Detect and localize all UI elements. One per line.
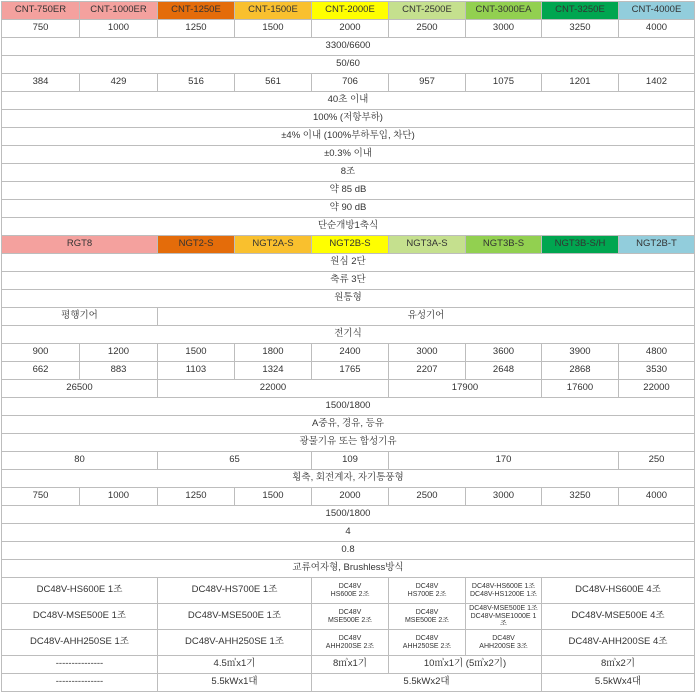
cell-line: DC48V-MSE500E 1조 <box>469 605 538 613</box>
table-cell: 50/60 <box>2 56 695 74</box>
model-header-cell: CNT-2000E <box>312 2 389 20</box>
table-cell: 평행기어 <box>2 308 158 326</box>
table-cell: 1250 <box>158 20 235 38</box>
generator-capacity-row <box>2 488 695 506</box>
engine-header-cell: NGT3B-S/H <box>542 236 619 254</box>
table-cell: 80 <box>2 452 158 470</box>
table-cell: 22000 <box>619 380 695 398</box>
table-cell <box>389 604 466 630</box>
table-cell: 광물기유 또는 합성기유 <box>2 434 695 452</box>
table-cell: 8조 <box>2 164 695 182</box>
table-cell: DC48V-MSE500E 1조 <box>158 604 312 630</box>
cell-line: AHH200SE 2조 <box>325 642 375 650</box>
table-cell: 706 <box>312 74 389 92</box>
table-cell <box>312 630 389 656</box>
table-cell: 384 <box>2 74 80 92</box>
table-cell: 1000 <box>80 488 158 506</box>
engine-header-cell: NGT2-S <box>158 236 235 254</box>
current-row <box>2 74 695 92</box>
table-cell: 22000 <box>158 380 389 398</box>
generator-type-row <box>2 470 695 488</box>
table-cell: 1200 <box>80 344 158 362</box>
cell-line: AHH250SE 2조 <box>402 642 452 650</box>
engine-header-cell: NGT2B-S <box>312 236 389 254</box>
table-cell <box>312 578 389 604</box>
table-cell: 전기식 <box>2 326 695 344</box>
table-cell: 1402 <box>619 74 695 92</box>
table-cell: 2400 <box>312 344 389 362</box>
table-cell: 2868 <box>542 362 619 380</box>
table-cell: 1500 <box>158 344 235 362</box>
cell-line: DC48V <box>492 635 515 643</box>
table-cell <box>466 578 542 604</box>
cell-line: DC48V <box>415 635 439 643</box>
table-cell: 4 <box>2 524 695 542</box>
battery-hs-row <box>2 578 695 604</box>
table-cell: 1250 <box>158 488 235 506</box>
model-header-cell: CNT-3250E <box>542 2 619 20</box>
model-header-cell: CNT-2500E <box>389 2 466 20</box>
capacity-row <box>2 20 695 38</box>
table-cell: 2500 <box>389 20 466 38</box>
load-row <box>2 110 695 128</box>
turbine-row <box>2 272 695 290</box>
noise-row-2 <box>2 200 695 218</box>
engine-header-cell: RGT8 <box>2 236 158 254</box>
table-cell: 26500 <box>2 380 158 398</box>
cell-line: HS700E 2조 <box>407 590 447 598</box>
table-cell: 750 <box>2 488 80 506</box>
table-cell: 원통형 <box>2 290 695 308</box>
output-rpm-row <box>2 398 695 416</box>
table-cell: 1800 <box>235 344 312 362</box>
compressor-row <box>2 254 695 272</box>
table-cell: 1500 <box>235 488 312 506</box>
table-cell: 약 90 dB <box>2 200 695 218</box>
frequency-variation-row <box>2 146 695 164</box>
battery-ahh-row <box>2 630 695 656</box>
table-cell: DC48V-HS700E 1조 <box>158 578 312 604</box>
weight-row <box>2 452 695 470</box>
cell-line: DC48V-HS600E 1조 <box>471 583 536 591</box>
table-cell: 662 <box>2 362 80 380</box>
table-cell: 교류여자형, Brushless방식 <box>2 560 695 578</box>
cell-line: AHH200SE 3조 <box>479 642 528 650</box>
table-cell: DC48V-HS600E 4조 <box>542 578 695 604</box>
table-cell: 109 <box>312 452 389 470</box>
engine-header-cell: NGT2A-S <box>235 236 312 254</box>
table-cell: 1000 <box>80 20 158 38</box>
table-cell: 429 <box>80 74 158 92</box>
table-cell: 단순개방1축식 <box>2 218 695 236</box>
table-cell: 3250 <box>542 488 619 506</box>
cell-line: DC48V <box>415 583 439 591</box>
table-cell: 3250 <box>542 20 619 38</box>
table-cell: 4000 <box>619 488 695 506</box>
table-cell: ±4% 이내 (100%부하투입, 차단) <box>2 128 695 146</box>
cell-line: DC48V-HS1200E 1조 <box>469 590 538 598</box>
table-cell: 1765 <box>312 362 389 380</box>
transformer-row <box>2 674 695 692</box>
table-cell: --------------- <box>2 656 158 674</box>
cell-line: DC48V <box>415 609 439 617</box>
cell-line: MSE500E 2조 <box>327 616 373 624</box>
voltage-variation-row <box>2 128 695 146</box>
table-cell: 3900 <box>542 344 619 362</box>
table-cell: --------------- <box>2 674 158 692</box>
tank-row <box>2 656 695 674</box>
table-cell: DC48V-MSE500E 1조 <box>2 604 158 630</box>
table-cell: 횡축, 회전계자, 자기통풍형 <box>2 470 695 488</box>
table-cell: 1201 <box>542 74 619 92</box>
table-cell: 3000 <box>466 20 542 38</box>
table-cell: 8㎥x2기 <box>542 656 695 674</box>
table-cell: 17600 <box>542 380 619 398</box>
table-cell: DC48V-MSE500E 4조 <box>542 604 695 630</box>
excitation-row <box>2 560 695 578</box>
table-cell: 10㎥x1기 (5㎥x2기) <box>389 656 542 674</box>
table-cell: 883 <box>80 362 158 380</box>
table-cell: 2648 <box>466 362 542 380</box>
table-cell: 100% (저항부하) <box>2 110 695 128</box>
table-cell: A중유, 경유, 등유 <box>2 416 695 434</box>
table-cell: 3600 <box>466 344 542 362</box>
cell-line: DC48V <box>338 583 362 591</box>
table-cell: DC48V-AHH250SE 1조 <box>158 630 312 656</box>
table-cell <box>466 630 542 656</box>
table-cell: 축류 3단 <box>2 272 695 290</box>
table-cell: 3530 <box>619 362 695 380</box>
lube-row <box>2 434 695 452</box>
table-cell: 0.8 <box>2 542 695 560</box>
model-header-cell: CNT-1500E <box>235 2 312 20</box>
table-cell: 1500/1800 <box>2 398 695 416</box>
gear-row <box>2 308 695 326</box>
engine-header-row <box>2 236 695 254</box>
voltage-row <box>2 38 695 56</box>
table-cell: 약 85 dB <box>2 182 695 200</box>
table-cell: 8㎥x1기 <box>312 656 389 674</box>
model-header-cell: CNT-750ER <box>2 2 80 20</box>
table-cell: 1103 <box>158 362 235 380</box>
table-cell: 1500/1800 <box>2 506 695 524</box>
table-cell: ±0.3% 이내 <box>2 146 695 164</box>
model-header-cell: CNT-1000ER <box>80 2 158 20</box>
model-header-cell: CNT-3000EA <box>466 2 542 20</box>
table-cell: 원심 2단 <box>2 254 695 272</box>
cell-line: HS600E 2조 <box>330 590 370 598</box>
table-cell: 170 <box>389 452 619 470</box>
cell-line: DC48V <box>338 609 362 617</box>
table-cell: 2500 <box>389 488 466 506</box>
table-cell: 750 <box>2 20 80 38</box>
engine-header-cell: NGT3B-S <box>466 236 542 254</box>
table-cell: 40초 이내 <box>2 92 695 110</box>
table-cell: 5.5kWx1대 <box>158 674 312 692</box>
table-cell: 17900 <box>389 380 542 398</box>
combustor-row <box>2 290 695 308</box>
table-cell: DC48V-AHH200SE 4조 <box>542 630 695 656</box>
steps-row <box>2 164 695 182</box>
table-cell: 2000 <box>312 20 389 38</box>
table-cell: 유성기어 <box>158 308 695 326</box>
table-cell <box>389 578 466 604</box>
table-cell: 4800 <box>619 344 695 362</box>
cell-line: DC48V-MSE1000E 1 <box>470 612 537 620</box>
table-cell: DC48V-HS600E 1조 <box>2 578 158 604</box>
engine-header-cell: NGT3A-S <box>389 236 466 254</box>
cell-line: 조 <box>500 620 507 628</box>
cell-line: MSE500E 2조 <box>404 616 450 624</box>
table-cell: 1324 <box>235 362 312 380</box>
table-cell: 3000 <box>466 488 542 506</box>
table-cell: 957 <box>389 74 466 92</box>
table-cell: 2207 <box>389 362 466 380</box>
table-cell <box>312 604 389 630</box>
table-cell: 900 <box>2 344 80 362</box>
start-method-row <box>2 326 695 344</box>
table-cell: 3300/6600 <box>2 38 695 56</box>
power-factor-row <box>2 542 695 560</box>
table-cell: 4.5㎥x1기 <box>158 656 312 674</box>
table-cell <box>389 630 466 656</box>
output-row-1 <box>2 344 695 362</box>
poles-row <box>2 524 695 542</box>
start-time-row <box>2 92 695 110</box>
table-cell: 1075 <box>466 74 542 92</box>
model-header-row <box>2 2 695 20</box>
table-cell: 250 <box>619 452 695 470</box>
table-cell: 5.5kWx2대 <box>312 674 542 692</box>
table-cell: 561 <box>235 74 312 92</box>
generator-rpm-row <box>2 506 695 524</box>
table-cell: 65 <box>158 452 312 470</box>
fuel-row <box>2 416 695 434</box>
engine-header-cell: NGT2B-T <box>619 236 695 254</box>
table-cell <box>466 604 542 630</box>
frequency-row <box>2 56 695 74</box>
model-header-cell: CNT-1250E <box>158 2 235 20</box>
battery-mse-row <box>2 604 695 630</box>
table-cell: 5.5kWx4대 <box>542 674 695 692</box>
table-cell: 3000 <box>389 344 466 362</box>
output-row-2 <box>2 362 695 380</box>
model-header-cell: CNT-4000E <box>619 2 695 20</box>
noise-row-1 <box>2 182 695 200</box>
table-cell: 516 <box>158 74 235 92</box>
table-cell: DC48V-AHH250SE 1조 <box>2 630 158 656</box>
cell-line: DC48V <box>338 635 362 643</box>
table-cell: 2000 <box>312 488 389 506</box>
spec-table <box>1 1 695 692</box>
table-cell: 4000 <box>619 20 695 38</box>
rpm-row <box>2 380 695 398</box>
table-cell: 1500 <box>235 20 312 38</box>
engine-type-row <box>2 218 695 236</box>
